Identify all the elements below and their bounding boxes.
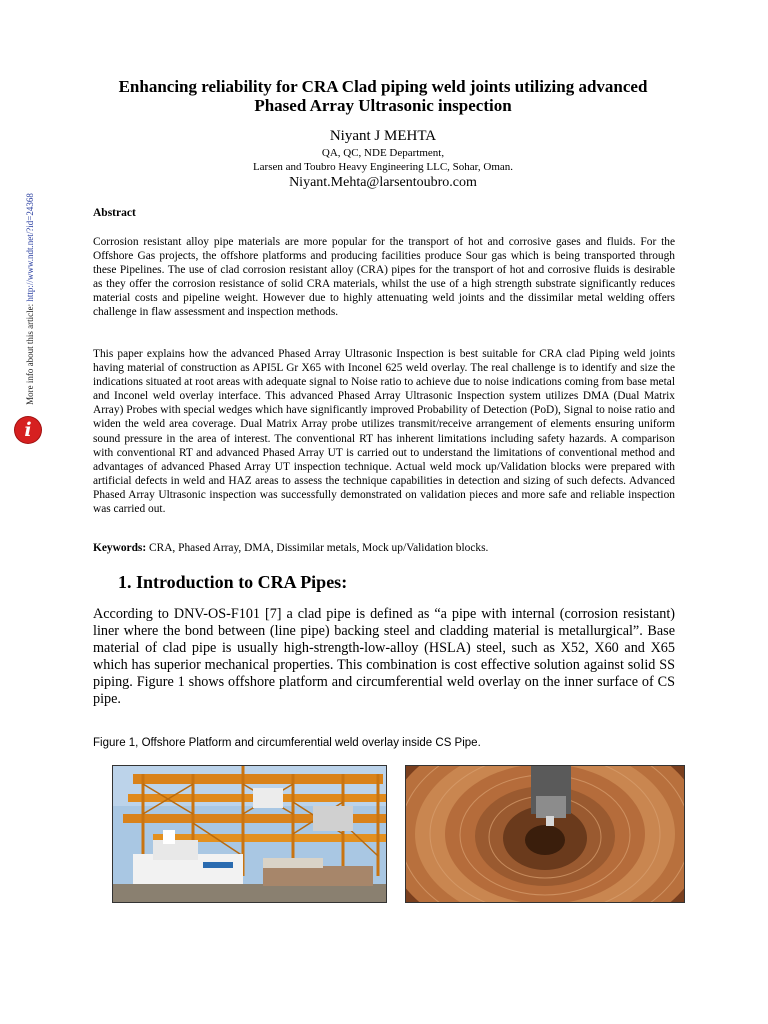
section-1-heading: 1. Introduction to CRA Pipes: — [118, 572, 348, 592]
affiliation-company: Larsen and Toubro Heavy Engineering LLC, Sohar, Oman. — [252, 161, 514, 173]
author-email[interactable]: Niyant.Mehta@larsentoubro.com — [289, 175, 477, 190]
abstract-heading: Abstract — [93, 207, 136, 219]
paper-title — [80, 77, 686, 115]
weld-overlay-pipe-photo — [405, 765, 685, 903]
abstract-paragraph-2: This paper explains how the advanced Phased Array Ultrasonic Inspection is best suitable for CRA clad Piping weld joints having material of construction as API5L Gr X65 with Inconel 625 weld overlay. The real challenge is to identify and size the indications situated at root areas with adequate signal to Noise ratio to achieve due to noise indications coming from base metal and Inconel weld overlay interface. This advanced Phased Array Ultrasonic Inspection system utilizes DMA (Dual Matrix Array) Probes with special wedges which have significantly improved Probability of Detection (PoD), Signal to noise ratio and widen the weld area coverage. Dual Matrix Array probe utilizes transmit/receive arrangement of elements ensuring uniform sound pressure in the area of interest. The conventional RT has inherent limitations including safety hazards. A comparison with conventional RT and advanced Phased Array UT is carried out to understand the limitations of conventional method and advantages of advanced Phased Array UT inspection technique. Actual weld mock up/Validation blocks were prepared with artificial defects in weld and HAZ areas to assess the technique capabilities in detection and sizing of such defects. Advanced Phased Array Ultrasonic inspection was successfully demonstrated on validation pieces and more safe and reliable inspection was carried out. — [93, 348, 675, 516]
keywords — [93, 542, 488, 554]
side-margin-note — [21, 183, 39, 415]
article-link[interactable]: http://www.ndt.net/?id=24368 — [25, 193, 35, 302]
title-line-2: Phased Array Ultrasonic inspection — [254, 96, 512, 115]
info-icon[interactable]: i — [15, 417, 41, 443]
author-name: Niyant J MEHTA — [329, 128, 437, 144]
figure-1-caption: Figure 1, Offshore Platform and circumferential weld overlay inside CS Pipe. — [93, 737, 481, 749]
side-margin-text — [25, 193, 35, 405]
title-line-1: Enhancing reliability for CRA Clad piping weld joints utilizing advanced — [118, 77, 648, 96]
keywords-text: CRA, Phased Array, DMA, Dissimilar metals, Mock up/Validation blocks. — [146, 542, 489, 554]
affiliation-department: QA, QC, NDE Department, — [321, 147, 445, 159]
keywords-label: Keywords: — [93, 542, 147, 554]
offshore-platform-photo — [112, 765, 387, 903]
section-1-body: According to DNV-OS-F101 [7] a clad pipe is defined as “a pipe with internal (corrosion resistant) liner where the bond between (line pipe) backing steel and cladding material is metallurgical”. Base material of clad pipe is usually high-strength-low-alloy (HSLA) steel, such as X52, X60 and X65 which has superior mechanical properties. This combination is cost effective solution against solid SS piping. Figure 1 shows offshore platform and circumferential weld overlay on the inner surface of CS pipe. — [93, 606, 675, 707]
abstract-paragraph-1: Corrosion resistant alloy pipe materials are more popular for the transport of hot and corrosive gases and fluids. For the Offshore Gas projects, the offshore platforms and producing facilities produce Sour gas which is being transported through these Pipelines. The use of clad corrosion resistant alloy (CRA) pipes for the transport of hot and corrosive fluids is desirable as they offer the corrosion resistance of solid CRA materials, whilst the use of a high strength substrate significantly reduces material costs and pipeline weight. However due to highly attenuating weld joints and the dissimilar metal welding offers challenge in flaw assessment and inspection methods. — [93, 236, 675, 319]
side-margin-prefix: More info about this article: — [25, 301, 35, 405]
